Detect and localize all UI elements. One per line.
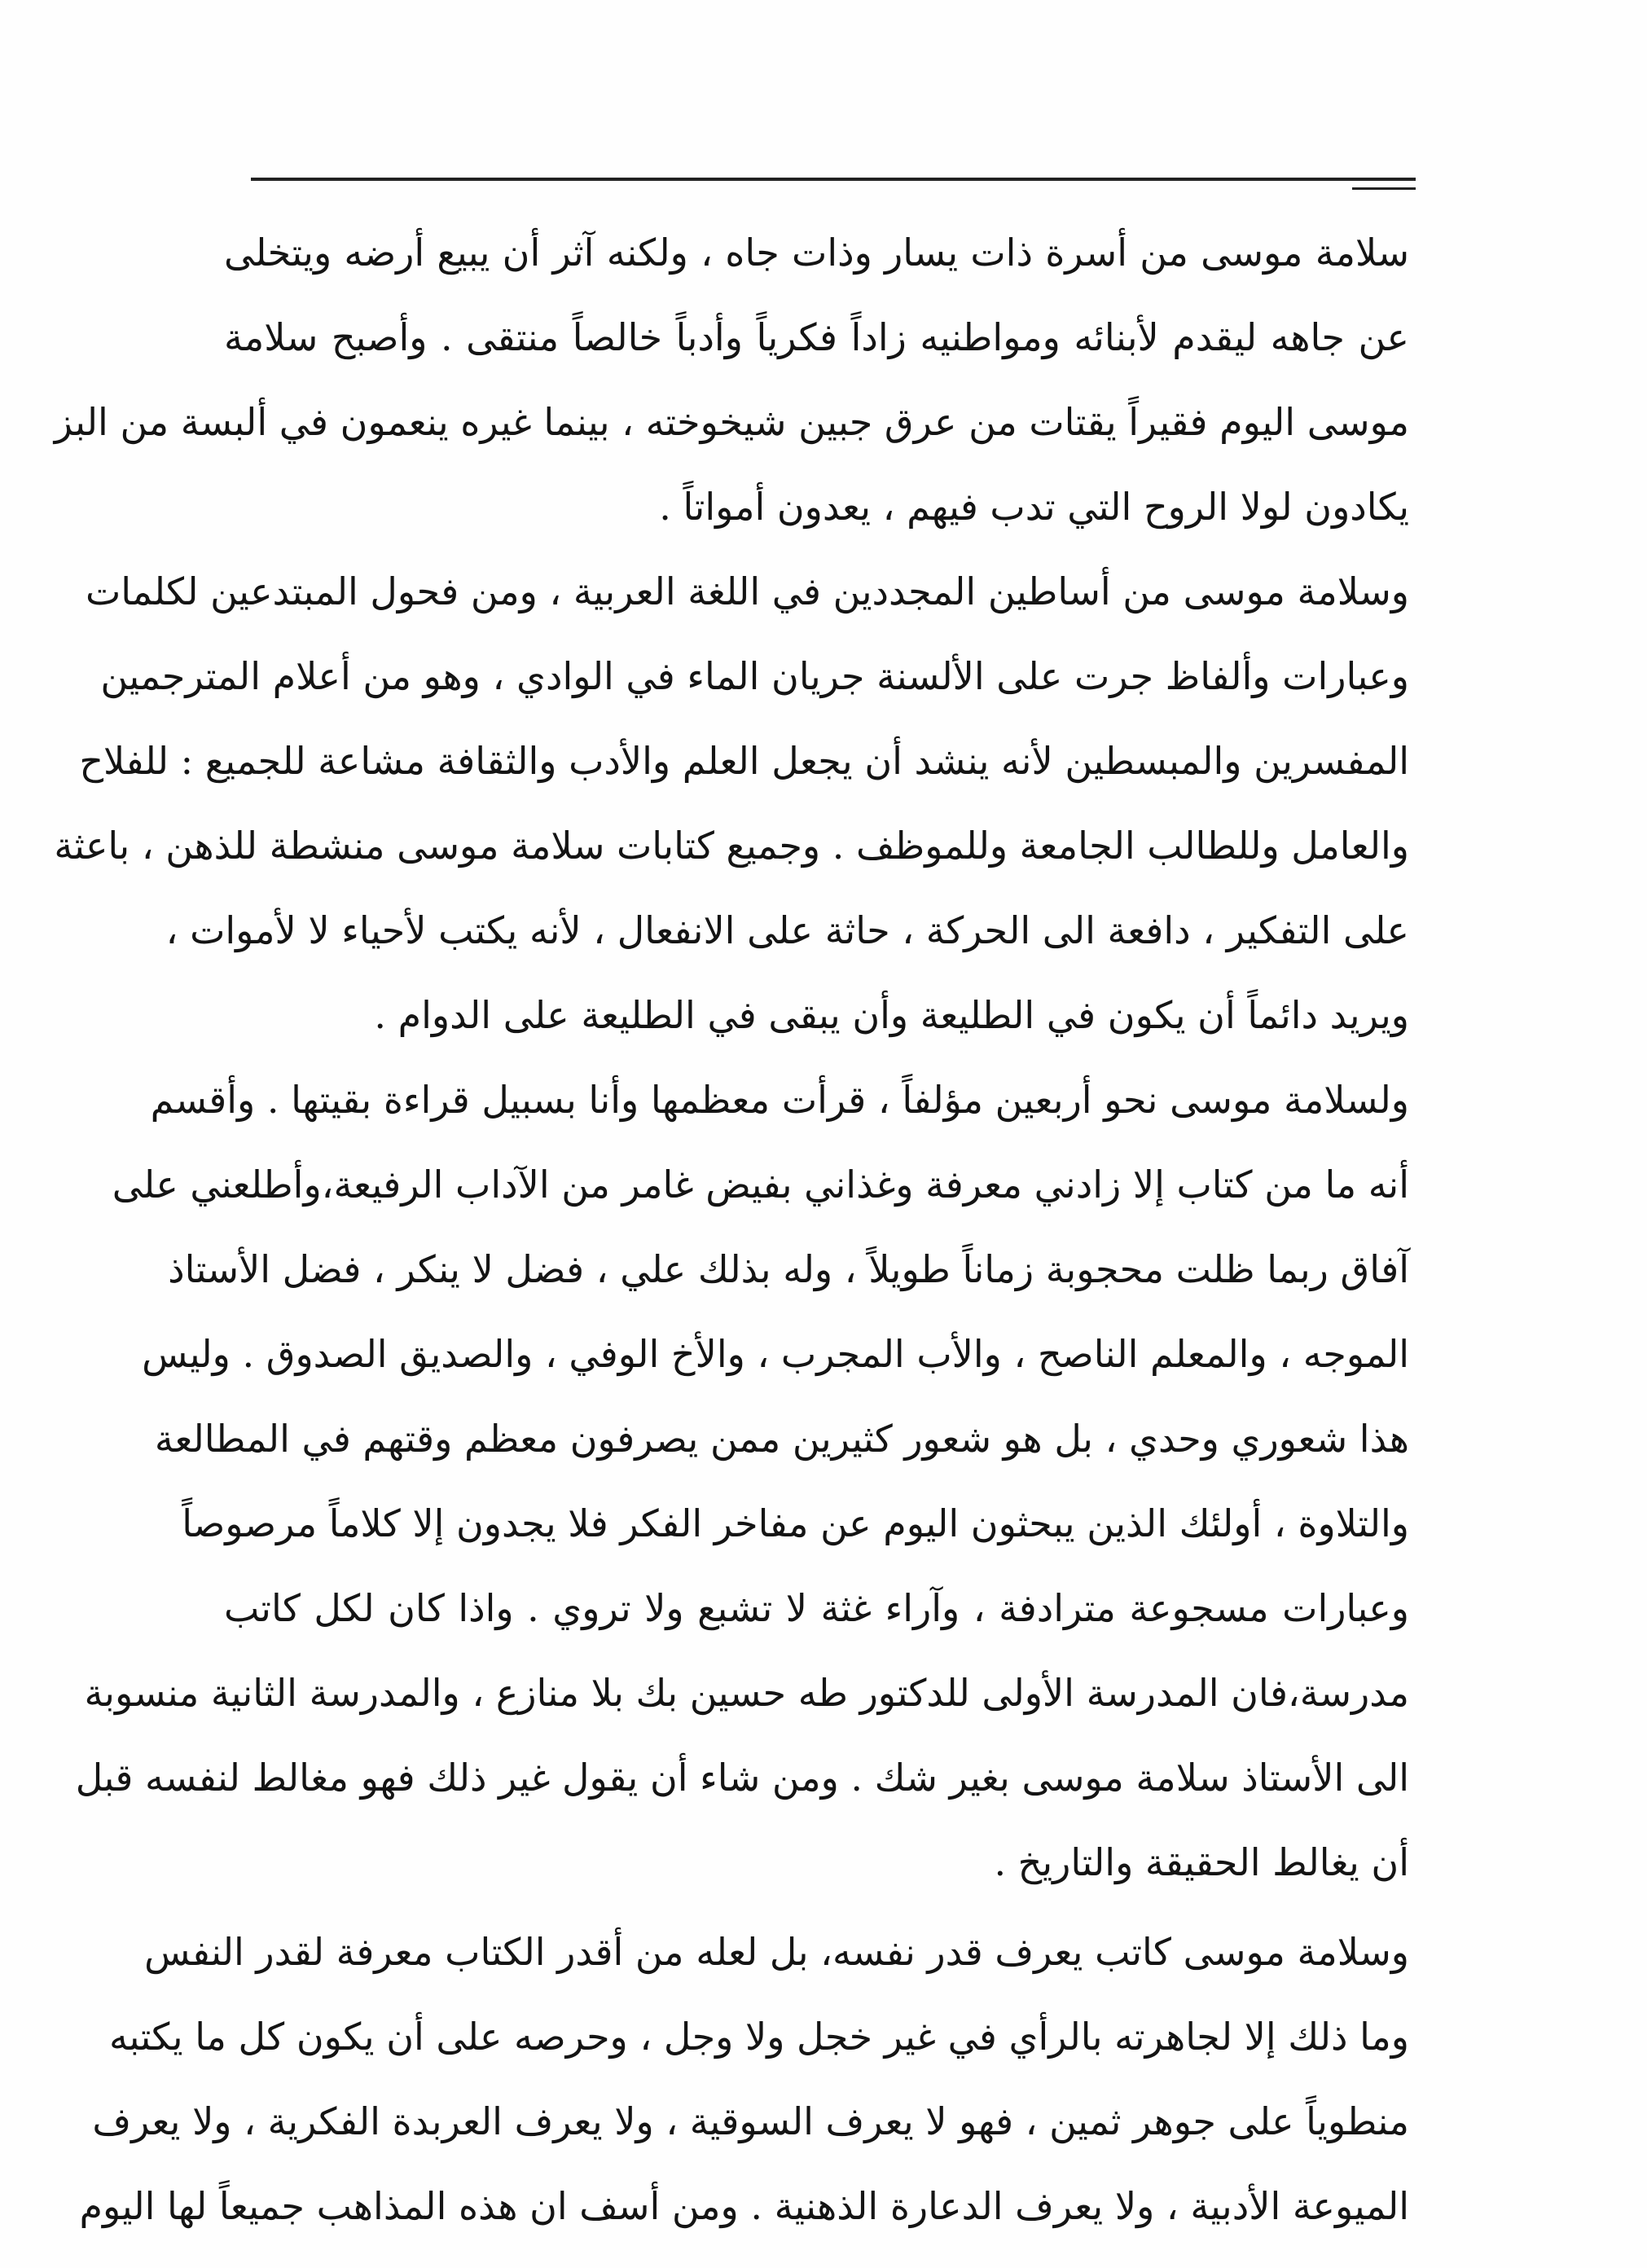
text-line: الميوعة الأدبية ، ولا يعرف الدعارة الذهنية . ومن أسف ان هذه المذاهب جميعاً لها اليوم [79,2184,1409,2228]
text-line: وسلامة موسى من أساطين المجددين في اللغة العربية ، ومن فحول المبتدعين لكلمات [85,569,1409,613]
text-line: المفسرين والمبسطين لأنه ينشد أن يجعل العلم والأدب والثقافة مشاعة للجميع : للفلاح [79,739,1409,783]
text-line: والتلاوة ، أولئك الذين يبحثون اليوم عن مفاخر الفكر فلا يجدون إلا كلاماً مرصوصاً [182,1501,1409,1545]
text-line: وما ذلك إلا لجاهرته بالرأي في غير خجل ولا وجل ، وحرصه على أن يكون كل ما يكتبه [108,2015,1409,2059]
text-line: ولسلامة موسى نحو أربعين مؤلفاً ، قرأت معظمها وأنا بسبيل قراءة بقيتها . وأقسم [150,1078,1409,1122]
paragraph-4 [79,1910,1409,2248]
text-line: يكادون لولا الروح التي تدب فيهم ، يعدون أمواتاً . [659,485,1409,529]
text-line: هذا شعوري وحدي ، بل هو شعور كثيرين ممن يصرفون معظم وقتهم في المطالعة [154,1417,1409,1461]
paragraph-2 [54,549,1409,1057]
text-line: سلامة موسى من أسرة ذات يسار وذات جاه ، ولكنه آثر أن يبيع أرضه ويتخلى [224,231,1409,275]
text-line: موسى اليوم فقيراً يقتات من عرق جبين شيخوخته ، بينما غيره ينعمون في ألبسة من البز [54,400,1409,444]
text-line: وعبارات مسجوعة مترادفة ، وآراء غثة لا تشبع ولا تروي . واذا كان لكل كاتب [224,1586,1409,1630]
header-rule-tail [1352,187,1416,190]
text-line: آفاق ربما ظلت محجوبة زماناً طويلاً ، وله بذلك علي ، فضل لا ينكر ، فضل الأستاذ [168,1247,1409,1291]
body-text [54,210,1409,2248]
text-line: وعبارات وألفاظ جرت على الألسنة جريان الماء في الوادي ، وهو من أعلام المترجمين [100,654,1409,698]
paragraph-1 [54,210,1409,549]
text-line: الموجه ، والمعلم الناصح ، والأب المجرب ، والأخ الوفي ، والصديق الصدوق . وليس [142,1332,1409,1376]
text-line: عن جاهه ليقدم لأبنائه ومواطنيه زاداً فكرياً وأدباً خالصاً منتقى . وأصبح سلامة [224,315,1409,359]
text-line: والعامل وللطالب الجامعة وللموظف . وجميع كتابات سلامة موسى منشطة للذهن ، باعثة [54,824,1409,868]
text-line: أنه ما من كتاب إلا زادني معرفة وغذاني بفيض غامر من الآداب الرفيعة،وأطلعني على [112,1163,1409,1207]
text-line: مدرسة،فان المدرسة الأولى للدكتور طه حسين بك بلا منازع ، والمدرسة الثانية منسوبة [84,1671,1409,1715]
text-line: ويريد دائماً أن يكون في الطليعة وأن يبقى في الطليعة على الدوام . [374,993,1409,1037]
paragraph-3 [75,1057,1409,1905]
text-line: على التفكير ، دافعة الى الحركة ، حاثة على الانفعال ، لأنه يكتب لأحياء لا لأموات ، [165,908,1409,952]
text-line: منطوياً على جوهر ثمين ، فهو لا يعرف السوقية ، ولا يعرف العربدة الفكرية ، ولا يعرف [92,2099,1409,2143]
text-line: الى الأستاذ سلامة موسى بغير شك . ومن شاء أن يقول غير ذلك فهو مغالط لنفسه قبل [75,1756,1409,1800]
text-line: وسلامة موسى كاتب يعرف قدر نفسه، بل لعله من أقدر الكتاب معرفة لقدر النفس [144,1930,1409,1974]
text-line: أن يغالط الحقيقة والتاريخ . [994,1840,1409,1884]
header-rule [251,178,1416,181]
